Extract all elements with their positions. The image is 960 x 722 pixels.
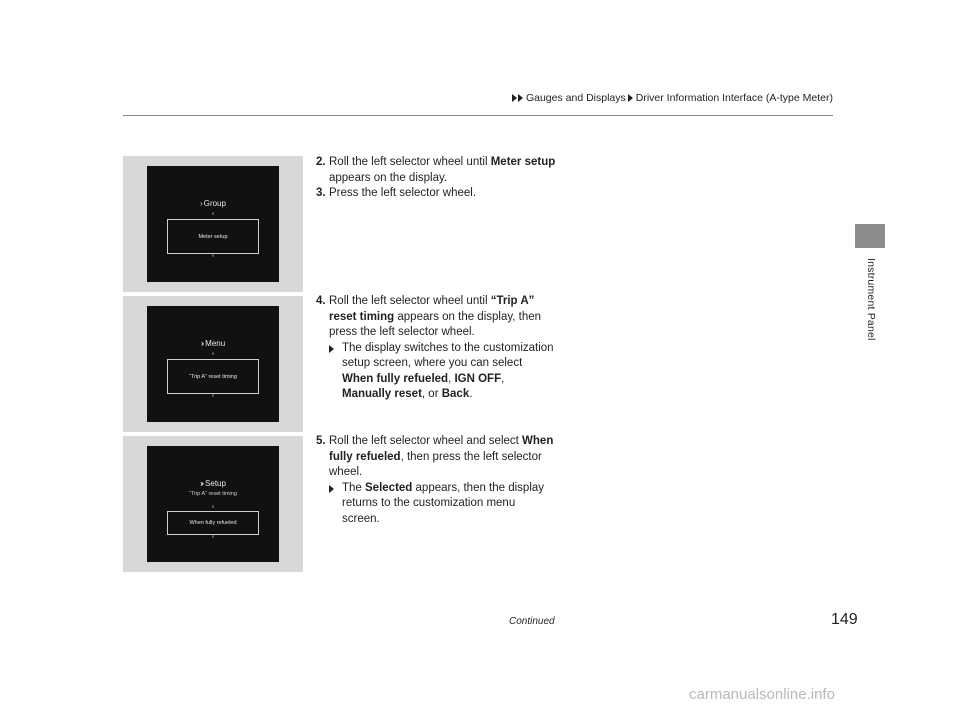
step-2: 2. Roll the left selector wheel until Meter setup appears on the display. [316, 156, 556, 184]
selection-label: When fully refueled [189, 520, 237, 526]
chevron-right-icon: ››› [200, 479, 203, 488]
up-arrow-icon: ∧ [211, 504, 215, 510]
display-subtitle: “Trip A” reset timing [189, 491, 237, 497]
step-4-block [316, 294, 556, 403]
result-arrow-icon [329, 485, 334, 493]
step-5-block [316, 434, 556, 527]
section-label: Instrument Panel [865, 258, 877, 341]
display-title: ››› Setup [200, 479, 226, 488]
step-4: 4. Roll the left selector wheel until “Trip A” reset timing appears on the display, then press the left selector wheel. [316, 295, 542, 338]
section-tab [855, 224, 885, 248]
meter-display [147, 306, 279, 422]
display-illustration-3 [123, 436, 303, 572]
selection-label: Meter setup [198, 233, 228, 240]
selection-box [167, 359, 259, 394]
display-illustration-1 [123, 156, 303, 292]
display-title: ›› Menu [200, 339, 226, 348]
meter-display [147, 446, 279, 562]
steps-2-3 [316, 155, 566, 202]
meter-display [147, 166, 279, 282]
continued-label: Continued [509, 616, 555, 627]
up-arrow-icon: ∧ [211, 211, 215, 217]
selection-box [167, 511, 259, 535]
breadcrumb [512, 92, 833, 104]
watermark: carmanualsonline.info [689, 686, 835, 703]
page-number: 149 [831, 611, 858, 628]
down-arrow-icon: ∨ [211, 393, 215, 399]
breadcrumb-section[interactable]: Gauges and Displays [525, 92, 626, 104]
up-arrow-icon: ∧ [211, 351, 215, 357]
selection-box [167, 219, 259, 254]
result-arrow-icon [329, 345, 334, 353]
breadcrumb-topic[interactable]: Driver Information Interface (A-type Meter) [635, 92, 833, 104]
down-arrow-icon: ∨ [211, 534, 215, 540]
breadcrumb-arrow-icon [512, 94, 517, 102]
selection-label: “Trip A” reset timing [189, 373, 237, 380]
chevron-right-icon: ›› [200, 339, 203, 348]
down-arrow-icon: ∨ [211, 253, 215, 259]
breadcrumb-arrow-icon [628, 94, 633, 102]
display-title: › Group [200, 199, 226, 208]
breadcrumb-arrow-icon [518, 94, 523, 102]
display-illustration-2 [123, 296, 303, 432]
step-4-result: The display switches to the customization setup screen, where you can select When fully refueled, IGN OFF, Manually reset, or Back. [316, 341, 556, 403]
chevron-right-icon: › [200, 199, 201, 208]
header-rule [123, 115, 833, 116]
step-3: 3. Press the left selector wheel. [316, 187, 477, 199]
step-5-result: The Selected appears, then the display returns to the customization menu screen. [316, 481, 556, 528]
step-5: 5. Roll the left selector wheel and select When fully refueled, then press the left selector wheel. [316, 435, 554, 478]
